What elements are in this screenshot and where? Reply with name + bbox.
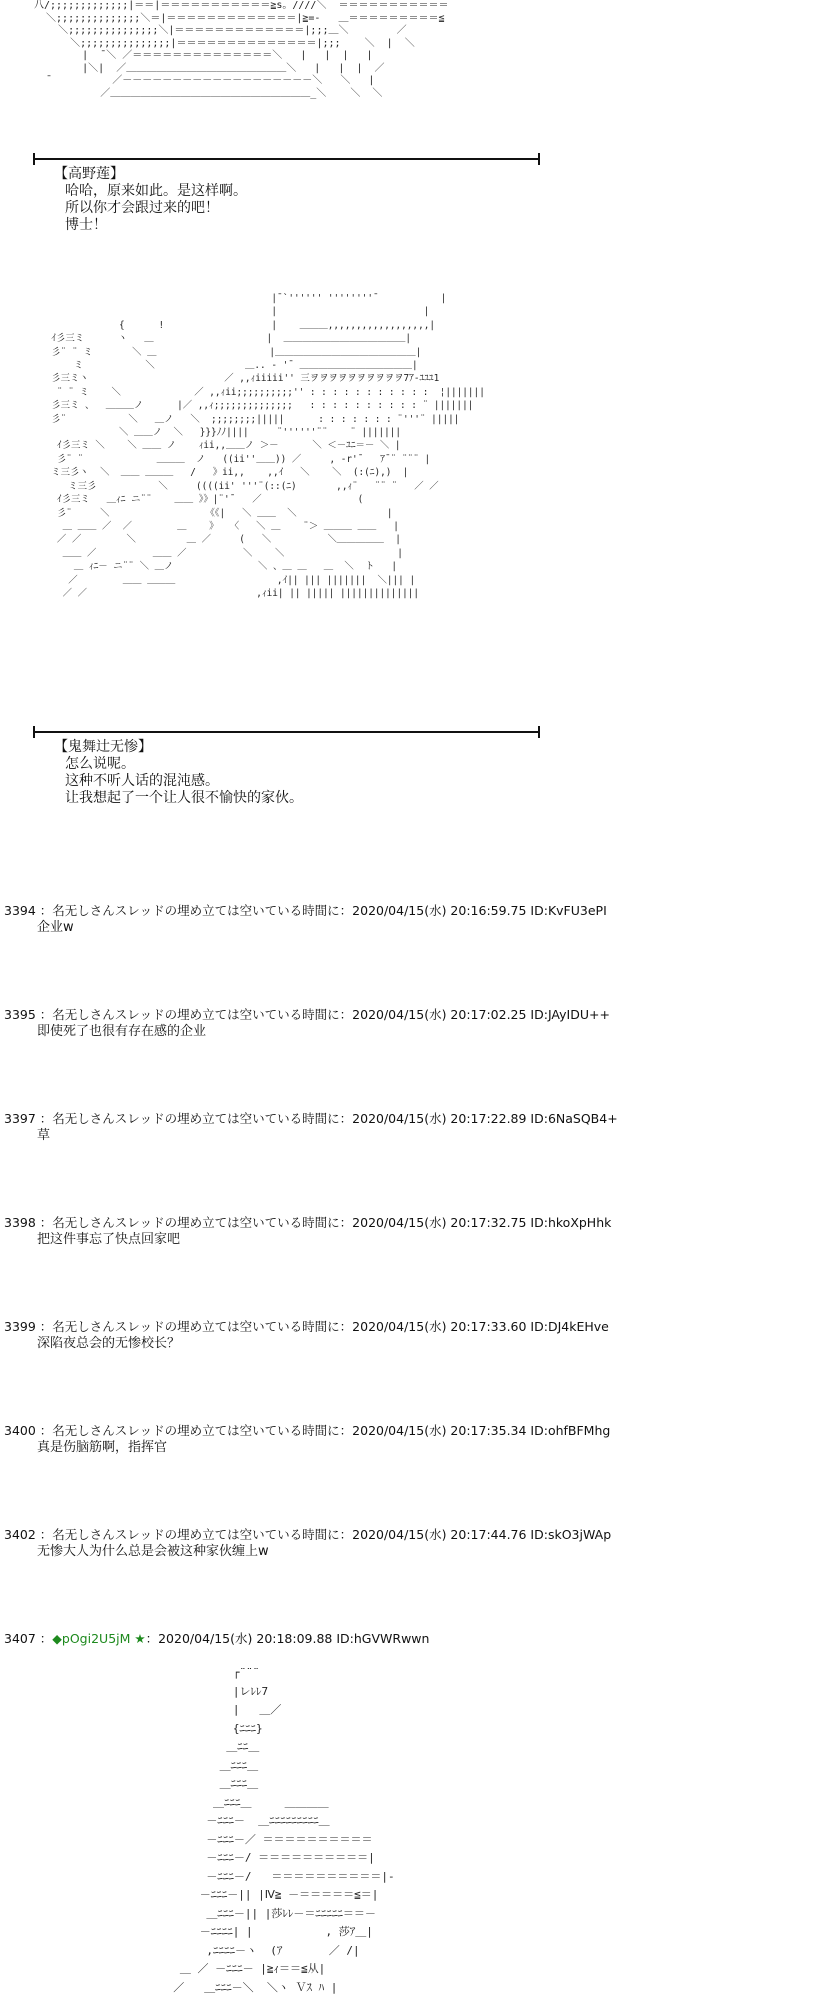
thread-post xyxy=(4,1006,804,1040)
post-header: 3399 ：名无しさんスレッドの埋め立ては空いている時間に：2020/04/15(水) 20:17:33.60 ID:DJ4kEHve xyxy=(4,1319,609,1334)
dialogue-line: 哈哈，原来如此。是这样啊。 xyxy=(65,183,247,199)
post-body: 草 xyxy=(37,1128,51,1143)
thread-post xyxy=(4,1214,804,1248)
post-header: 3400 ：名无しさんスレッドの埋め立ては空いている時間に：2020/04/15(水) 20:17:35.34 ID:ohfBFMhg xyxy=(4,1423,611,1438)
post-header: 3395 ：名无しさんスレッドの埋め立ては空いている時間に：2020/04/15(水) 20:17:02.25 ID:JAyIDU++ xyxy=(4,1007,610,1022)
post-header: 3397 ：名无しさんスレッドの埋め立ては空いている時間に：2020/04/15(水) 20:17:22.89 ID:6NaSQB4+ xyxy=(4,1111,618,1126)
dialogue-block xyxy=(54,166,247,234)
post-body: 真是伤脑筋啊，指挥官 xyxy=(37,1440,168,1455)
thread-post xyxy=(4,902,804,936)
post-body: 把这件事忘了快点回家吧 xyxy=(37,1232,181,1247)
post-header xyxy=(4,1630,804,1647)
divider-rule xyxy=(33,731,538,733)
ascii-art-scene-top: 八/;;;;;;;;;;;;;|＝＝|＝＝＝＝＝＝＝＝＝＝＝≧s。////＼ ＝＝＝＝＝＝＝＝＝＝＝ ＼;;;;;;;;;;;;;;＼＝|＝＝＝＝＝＝＝＝＝＝＝＝＝|≧=- ＿＝＝＝＝＝＝＝＝＝≦ ＼;;;;;;;;;;;;;;;＼|＝＝＝＝＝＝＝＝＝＝＝＝＝|;;;＿＼ ／ ＼;;;;;;;;;;;;;;;|＝＝＝＝＝＝＝＝＝＝＝＝＝＝|;;; ＼ | ＼ | ¯＼ ／＝＝＝＝＝＝＝＝＝＝＝＝＝＝＼ | | | | |＼| ／＿＿＿＿＿＿＿＿＿＿＿＿＿＿＿＿＼ | | | ／ ¯ ／－－－－－－－－－－－－－－－－－－－＼ ＼ | ／＿＿＿＿＿＿＿＿＿＿＿＿＿＿＿＿＿＿＿＿_＼ ＼ ＼ xyxy=(34,0,449,99)
speaker-name: 【鬼舞辻无惨】 xyxy=(54,739,152,755)
speaker-name: 【高野莲】 xyxy=(54,166,124,182)
post-body: 深陷夜总会的无惨校长？ xyxy=(37,1336,181,1351)
post-header: 3402 ：名无しさんスレッドの埋め立ては空いている時間に：2020/04/15(水) 20:17:44.76 ID:skO3jWAp xyxy=(4,1527,612,1542)
dialogue-line: 让我想起了一个让人很不愉快的家伙。 xyxy=(65,790,303,806)
divider-rule xyxy=(33,158,538,160)
post-number: 3407 ： xyxy=(4,1631,53,1646)
ascii-art-scene-face: |¯`'''''' ''''''''¯ | | | { ! | ＿＿＿,,,,,,,,,,,,,,,,,,| ｲ彡三ミ ヽ ＿ | ＿＿＿＿＿＿＿＿＿＿＿＿＿| 彡¨ ¨ ミ ＼ ＿ |＿＿＿＿＿＿＿＿＿＿＿＿＿＿＿| ミ ＼ ＿.. - '¯ ＿＿＿＿＿＿＿＿＿＿＿＿| 彡三ミヽ ／ ,,ｨiiiii'' 三ヲヲヲヲヲヲヲヲヲヲ7ｱ‐ﾕﾕﾕ1 ¨ ¨ ミ ＼ ／ ,,ｨii;;;;;;;;;;'' : : : : : : : : : : : ¦||||||| 彡三ミ 、 ＿＿＿ノ |／ ,,ｨ;;;;;;;;;;;;;; : : : : : : : : : : ¨ ||||||| 彡¨ ＼ ＿ノ ＼ ;;;;;;;;||||| : : : : : : : ¨'''¨ ||||| ＼ ＿＿ノ ＼ }}}ﾉﾉ|||| ¨''''''¨¨ ¨ ||||||| ｲ彡三ミ ＼ ＼ ＿＿ ノ ｨii,,＿＿ノ ＞－ ＼ ＜－ﾕﾆ＝－ ＼ | 彡¨ ¨ ＿＿＿ ノ ((ii''＿＿)) ／ , -r'¯ ｱ¯¨ ¨¨¨ | ミ三彡ヽ ＼ ＿＿ ＿＿＿ / 》ii,, ,,ｲ ＼ ＼ (:(ﾆ),) | ミ三彡 ＼ ((((ii' '''¨(::(ﾆ) ,,ｨ¨ ¨¨ ¨ ／ ／ ｲ彡三ミ ＿ｨﾆ ニ¨¨ ＿＿ 》》|¨'¯ ／ ( 彡¨ ＼ 《《| ＼ ＿＿ ＼ | ＿ ＿＿ ／ ／ ＿ 》 〈 ＼ ＿ ¨＞ ＿＿＿ ＿＿ | ／ ／ ＼ ＿ ／ ( ＼ ＼＿＿＿＿＿ | ＿＿ ／ ＿＿ ／ ＼ ＼ | ＿ ｨﾆ－ ニ¨¨ ＼ ＿ノ ＼ 、＿ ＿ ＿ ＼ ト | ／ ＿＿ ＿＿＿ ,ｲ|| ||| ||||||| ＼||| | ／ ／ ,ｨii| || ||||| |||||||||||||| xyxy=(51,293,485,599)
thread-post xyxy=(4,1318,804,1352)
thread-post xyxy=(4,1110,804,1144)
post-body: 即使死了也很有存在感的企业 xyxy=(37,1024,207,1039)
ascii-art-scene-bottom: ┌¨¨¨ |レﾚﾚ7 | ＿／ {ﾆﾆﾆ} ＿ﾆﾆ＿ ＿ﾆﾆﾆ＿ ＿ﾆﾆﾆ＿ ＿ﾆﾆﾆ＿ ＿＿＿＿ －ﾆﾆﾆ－ ＿ﾆﾆﾆﾆﾆﾆﾆﾆﾆ＿ －ﾆﾆﾆ－／ ＝＝＝＝＝＝＝＝＝＝ －ﾆﾆﾆ－/ ＝＝＝＝＝＝＝＝＝＝| －ﾆﾆﾆ－/ ＝＝＝＝＝＝＝＝＝＝|- －ﾆﾆﾆ－|| |Ⅳ≧ －＝＝＝＝＝≦＝| ＿ﾆﾆﾆ－|| |莎ﾚﾚ－＝ﾆﾆﾆﾆﾆ＝＝－ －ﾆﾆﾆﾆ| | , 莎ｱ＿| ,ﾆﾆﾆﾆ－ヽ (ｱ ／ /| ＿ ／ －ﾆﾆﾆ－ |≧ｨ＝＝≦从| ／ ＿ﾆﾆﾆ－＼ ＼ヽ Ｖｽ ﾊ | xyxy=(173,1666,395,1994)
dialogue-line: 博士！ xyxy=(65,217,107,233)
post-meta: ：2020/04/15(水) 20:18:09.88 ID:hGVWRwwn xyxy=(145,1631,430,1646)
thread-post xyxy=(4,1526,804,1560)
dialogue-line: 怎么说呢。 xyxy=(65,756,135,772)
post-body: 企业w xyxy=(37,920,74,935)
dialogue-block xyxy=(54,739,303,807)
post-header: 3394 ：名无しさんスレッドの埋め立ては空いている時間に：2020/04/15(水) 20:16:59.75 ID:KvFU3ePI xyxy=(4,903,607,918)
dialogue-line: 这种不听人话的混沌感。 xyxy=(65,773,219,789)
author-post xyxy=(4,1630,804,1647)
thread-post xyxy=(4,1422,804,1456)
dialogue-line: 所以你才会跟过来的吧！ xyxy=(65,200,219,216)
author-trip-link[interactable]: ◆pOgi2U5jM ★ xyxy=(52,1631,146,1646)
post-body: 无惨大人为什么总是会被这种家伙缠上w xyxy=(37,1544,269,1559)
post-header: 3398 ：名无しさんスレッドの埋め立ては空いている時間に：2020/04/15(水) 20:17:32.75 ID:hkoXpHhk xyxy=(4,1215,612,1230)
